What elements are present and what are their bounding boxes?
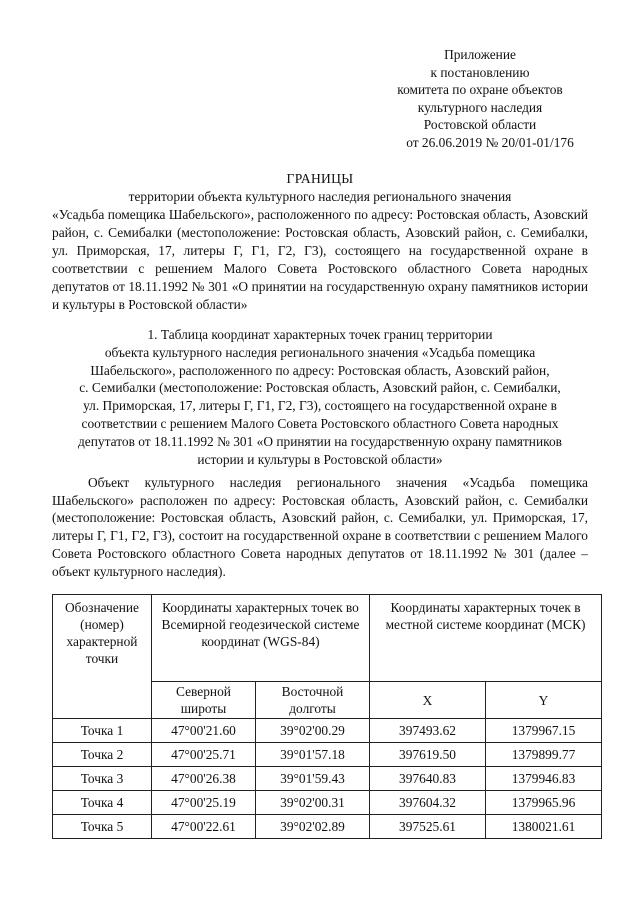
cell-lon: 39°02'00.29 xyxy=(256,719,370,743)
cell-point: Точка 1 xyxy=(53,719,152,743)
section-line: объекта культурного наследия регионального значения «Усадьба помещика xyxy=(104,344,536,360)
cell-point: Точка 3 xyxy=(53,767,152,791)
cell-lat: 47°00'26.38 xyxy=(152,767,256,791)
table-row xyxy=(53,815,602,839)
cell-x: 397493.62 xyxy=(370,719,486,743)
annex-line: Приложение xyxy=(444,47,516,62)
cell-lon: 39°02'00.31 xyxy=(256,791,370,815)
section-line: депутатов от 18.11.1992 № 301 «О принятии на государственную охрану памятников xyxy=(77,433,562,449)
cell-point: Точка 2 xyxy=(53,743,152,767)
coordinates-table xyxy=(52,594,602,839)
section-line: ул. Приморская, 17, литеры Г, Г1, Г2, Г3), состоящего на государственной охране в xyxy=(83,398,557,414)
cell-lon: 39°01'59.43 xyxy=(256,767,370,791)
section-line: 1. Таблица координат характерных точек границ территории xyxy=(147,327,493,342)
cell-x: 397604.32 xyxy=(370,791,486,815)
annex-line: культурного наследия xyxy=(417,99,543,115)
section-line: с. Семибалки (местоположение: Ростовская область, Азовский район, с. Семибалки, xyxy=(79,380,561,396)
table-row xyxy=(53,791,602,815)
header-wgs: Координаты характерных точек во Всемирной геодезической системе координат (WGS-84) xyxy=(152,595,370,682)
header-point: Обозначение (номер) характерной точки xyxy=(53,595,152,719)
cell-lat: 47°00'21.60 xyxy=(152,719,256,743)
table-header-row xyxy=(53,595,602,682)
intro-paragraph: Объект культурного наследия регионального значения «Усадьба помещика Шабельского» расположен по адресу: Ростовская область, Азовский район, с. Семибалки (местоположение: Ростовская область, Азовский район, с. Семибалки, ул. Приморская, 17, литеры Г, Г1, Г2, Г3), состоит на государственной охране в соответствии с решением Малого Совета Ростовского областного Совета народных депутатов от 18.11.1992 № 301 (далее – объект культурного наследия). xyxy=(52,475,588,579)
table-row xyxy=(53,743,602,767)
table-row xyxy=(53,719,602,743)
header-msk: Координаты характерных точек в местной системе координат (МСК) xyxy=(370,595,602,682)
section-heading xyxy=(52,326,588,468)
section-line: Шабельского», расположенного по адресу: Ростовская область, Азовский район, xyxy=(90,362,550,378)
cell-lat: 47°00'25.71 xyxy=(152,743,256,767)
title-body: «Усадьба помещика Шабельского», расположенного по адресу: Ростовская область, Азовский район, с. Семибалки (местоположение: Ростовская область, Азовский район, с. Семибалки, ул. Приморская, 17, литеры Г, Г1, Г2, Г3), состоящего на государственной охране в соответствии с решением Малого Совета Ростовского областного Совета народных депутатов от 18.11.1992 № 301 «О принятии на государственную охрану памятников истории и культуры в Ростовской области» xyxy=(52,207,588,312)
header-north: Северной широты xyxy=(152,682,256,719)
cell-x: 397525.61 xyxy=(370,815,486,839)
cell-y: 1380021.61 xyxy=(486,815,602,839)
annex-line: комитета по охране объектов xyxy=(397,82,563,98)
cell-lon: 39°02'02.89 xyxy=(256,815,370,839)
cell-x: 397640.83 xyxy=(370,767,486,791)
title-paragraph xyxy=(52,188,588,314)
header-x: X xyxy=(370,682,486,719)
section-line: истории и культуры в Ростовской области» xyxy=(197,451,443,467)
cell-y: 1379967.15 xyxy=(486,719,602,743)
cell-y: 1379899.77 xyxy=(486,743,602,767)
header-y: Y xyxy=(486,682,602,719)
cell-x: 397619.50 xyxy=(370,743,486,767)
cell-point: Точка 5 xyxy=(53,815,152,839)
title-first-line: территории объекта культурного наследия регионального значения xyxy=(128,189,512,204)
header-east: Восточной долготы xyxy=(256,682,370,719)
cell-lat: 47°00'22.61 xyxy=(152,815,256,839)
cell-point: Точка 4 xyxy=(53,791,152,815)
cell-lat: 47°00'25.19 xyxy=(152,791,256,815)
table-row xyxy=(53,767,602,791)
section-line: соответствии с решением Малого Совета Ростовского областного Совета народных xyxy=(81,415,559,431)
annex-block xyxy=(370,46,590,152)
cell-lon: 39°01'57.18 xyxy=(256,743,370,767)
annex-line: Ростовской области xyxy=(423,117,537,133)
annex-date: от 26.06.2019 № 20/01-01/176 xyxy=(406,134,574,150)
document-title: ГРАНИЦЫ xyxy=(286,171,354,186)
annex-line: к постановлению xyxy=(430,64,530,80)
cell-y: 1379965.96 xyxy=(486,791,602,815)
cell-y: 1379946.83 xyxy=(486,767,602,791)
